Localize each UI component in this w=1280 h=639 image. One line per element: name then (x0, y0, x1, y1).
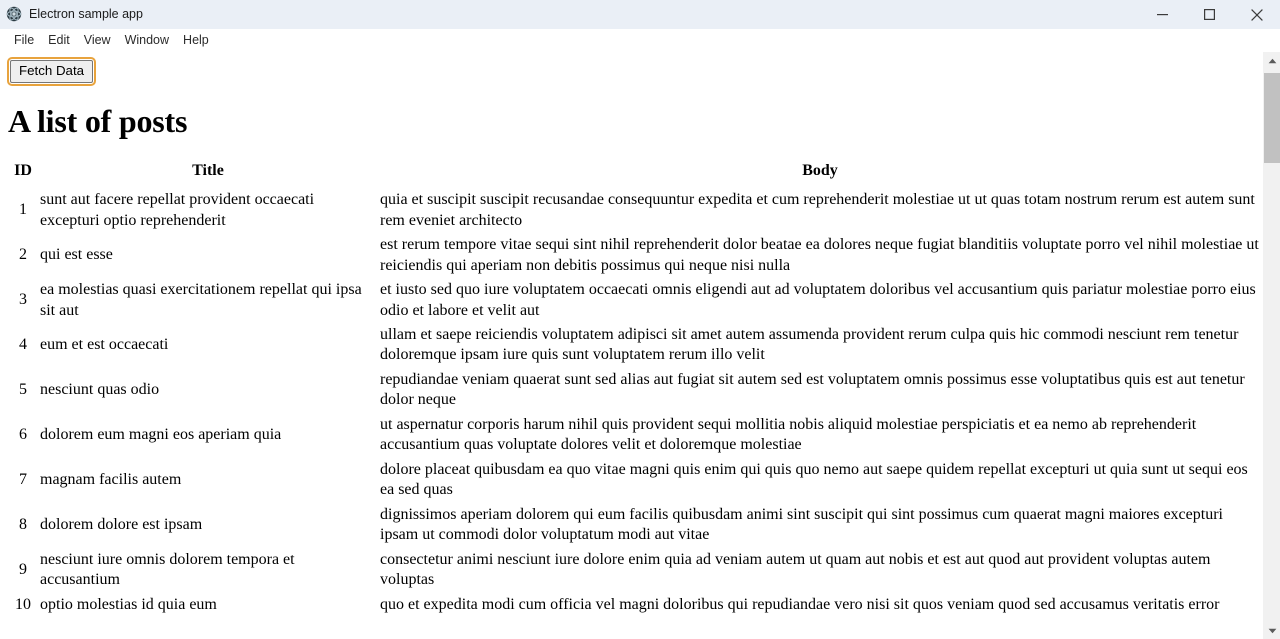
cell-body: consectetur animi nesciunt iure dolore enim quia ad veniam autem ut quam aut nobis et est aut quod aut provident voluptas autem voluptas (380, 550, 1211, 589)
cell-body: quo et expedita modi cum officia vel magni doloribus qui repudiandae vero nisi sit quos veniam quod sed accusamus veritatis error (380, 595, 1220, 613)
vertical-scrollbar[interactable] (1263, 52, 1280, 639)
cell-id: 9 (19, 560, 27, 578)
table-row (8, 413, 1262, 458)
menu-bar (0, 29, 1280, 52)
menu-item-window[interactable]: Window (124, 33, 170, 47)
close-button[interactable] (1233, 0, 1280, 29)
electron-logo-icon (6, 6, 22, 22)
cell-id: 1 (19, 201, 27, 219)
cell-title: magnam facilis autem (40, 471, 182, 489)
menu-item-view[interactable]: View (83, 33, 111, 47)
minimize-icon (1157, 9, 1168, 20)
cell-title: optio molestias id quia eum (40, 595, 217, 613)
column-header-id: ID (14, 162, 32, 180)
scroll-up-arrow-icon (1268, 58, 1277, 64)
cell-title: sunt aut facere repellat provident occaecati excepturi optio reprehenderit (40, 191, 315, 229)
table-row (8, 323, 1262, 368)
table-row (8, 278, 1262, 323)
menu-item-file[interactable]: File (14, 33, 35, 47)
column-header-body: Body (802, 162, 838, 180)
menu-item-help[interactable]: Help (183, 33, 209, 47)
cell-id: 8 (19, 515, 27, 533)
cell-id: 5 (19, 381, 27, 399)
cell-body: repudiandae veniam quaerat sunt sed alias aut fugiat sit autem sed est voluptatem omnis possimus esse voluptatibus quis est aut tenetur dolor neque (380, 370, 1245, 409)
cell-id: 2 (19, 246, 27, 264)
content-area (0, 52, 1280, 639)
cell-id: 6 (19, 426, 27, 444)
cell-body: et iusto sed quo iure voluptatem occaecati omnis eligendi aut ad voluptatem doloribus vel accusantium quis pariatur molestiae porro eius odio et labore et velit aut (380, 281, 1256, 319)
cell-body: ut aspernatur corporis harum nihil quis provident sequi mollitia nobis aliquid molestiae perspiciatis et ea nemo ab reprehenderit accusantium quas voluptate dolores velit et doloremque molestiae (380, 415, 1197, 454)
page-content (0, 52, 1263, 639)
cell-title: nesciunt quas odio (40, 381, 160, 399)
cell-body: est rerum tempore vitae sequi sint nihil reprehenderit dolor beatae ea dolores neque fugiat blanditiis voluptate porro vel nihil molestiae ut reiciendis qui aperiam non debitis possimus qui neque nisi nulla (380, 236, 1259, 274)
page-title: A list of posts (8, 103, 188, 139)
close-icon (1251, 9, 1263, 21)
table-header (8, 160, 1262, 188)
window-controls (1139, 0, 1280, 29)
cell-body: quia et suscipit suscipit recusandae consequuntur expedita et cum reprehenderit molestiae ut ut quas totam nostrum rerum est autem sunt rem eveniet architecto (380, 191, 1255, 229)
cell-body: dolore placeat quibusdam ea quo vitae magni quis enim qui quis quo nemo aut saepe quidem repellat excepturi ut quia sunt ut sequi eos ea sed quas (380, 460, 1248, 499)
cell-id: 10 (15, 595, 31, 613)
cell-body: dignissimos aperiam dolorem qui eum facilis quibusdam animi sint suscipit qui sint possimus cum quaerat magni maiores excepturi ipsam ut commodi dolor voluptatum modi aut vitae (380, 505, 1223, 544)
table-row (8, 593, 1262, 617)
title-bar (0, 0, 1280, 29)
maximize-button[interactable] (1186, 0, 1233, 29)
minimize-button[interactable] (1139, 0, 1186, 29)
cell-id: 4 (19, 336, 27, 354)
scroll-down-arrow-icon (1268, 628, 1277, 634)
column-header-title: Title (192, 162, 224, 180)
scroll-down-button[interactable] (1264, 622, 1280, 639)
cell-id: 7 (19, 471, 27, 489)
window-title: Electron sample app (29, 6, 143, 21)
cell-title: eum et est occaecati (40, 336, 169, 354)
table-row (8, 368, 1262, 413)
table-body (8, 188, 1262, 617)
table-row (8, 188, 1262, 233)
scroll-up-button[interactable] (1264, 52, 1280, 69)
posts-table (8, 160, 1262, 617)
cell-title: qui est esse (40, 246, 113, 264)
table-header-row (8, 160, 1262, 188)
table-row (8, 233, 1262, 278)
cell-title: dolorem dolore est ipsam (40, 515, 203, 533)
cell-title: dolorem eum magni eos aperiam quia (40, 426, 282, 444)
maximize-icon (1204, 9, 1215, 20)
scroll-thumb[interactable] (1264, 73, 1280, 163)
table-row (8, 503, 1262, 548)
fetch-data-button[interactable]: Fetch Data (10, 60, 93, 83)
table-row (8, 458, 1262, 503)
cell-title: ea molestias quasi exercitationem repellat qui ipsa sit aut (40, 281, 362, 319)
menu-item-edit[interactable]: Edit (48, 33, 70, 47)
cell-body: ullam et saepe reiciendis voluptatem adipisci sit amet autem assumenda provident rerum culpa quis hic commodi nesciunt rem tenetur doloremque ipsam iure quis sunt voluptatem rerum illo velit (380, 326, 1239, 364)
cell-title: nesciunt iure omnis dolorem tempora et accusantium (40, 550, 295, 589)
table-row (8, 548, 1262, 593)
cell-id: 3 (19, 291, 27, 309)
